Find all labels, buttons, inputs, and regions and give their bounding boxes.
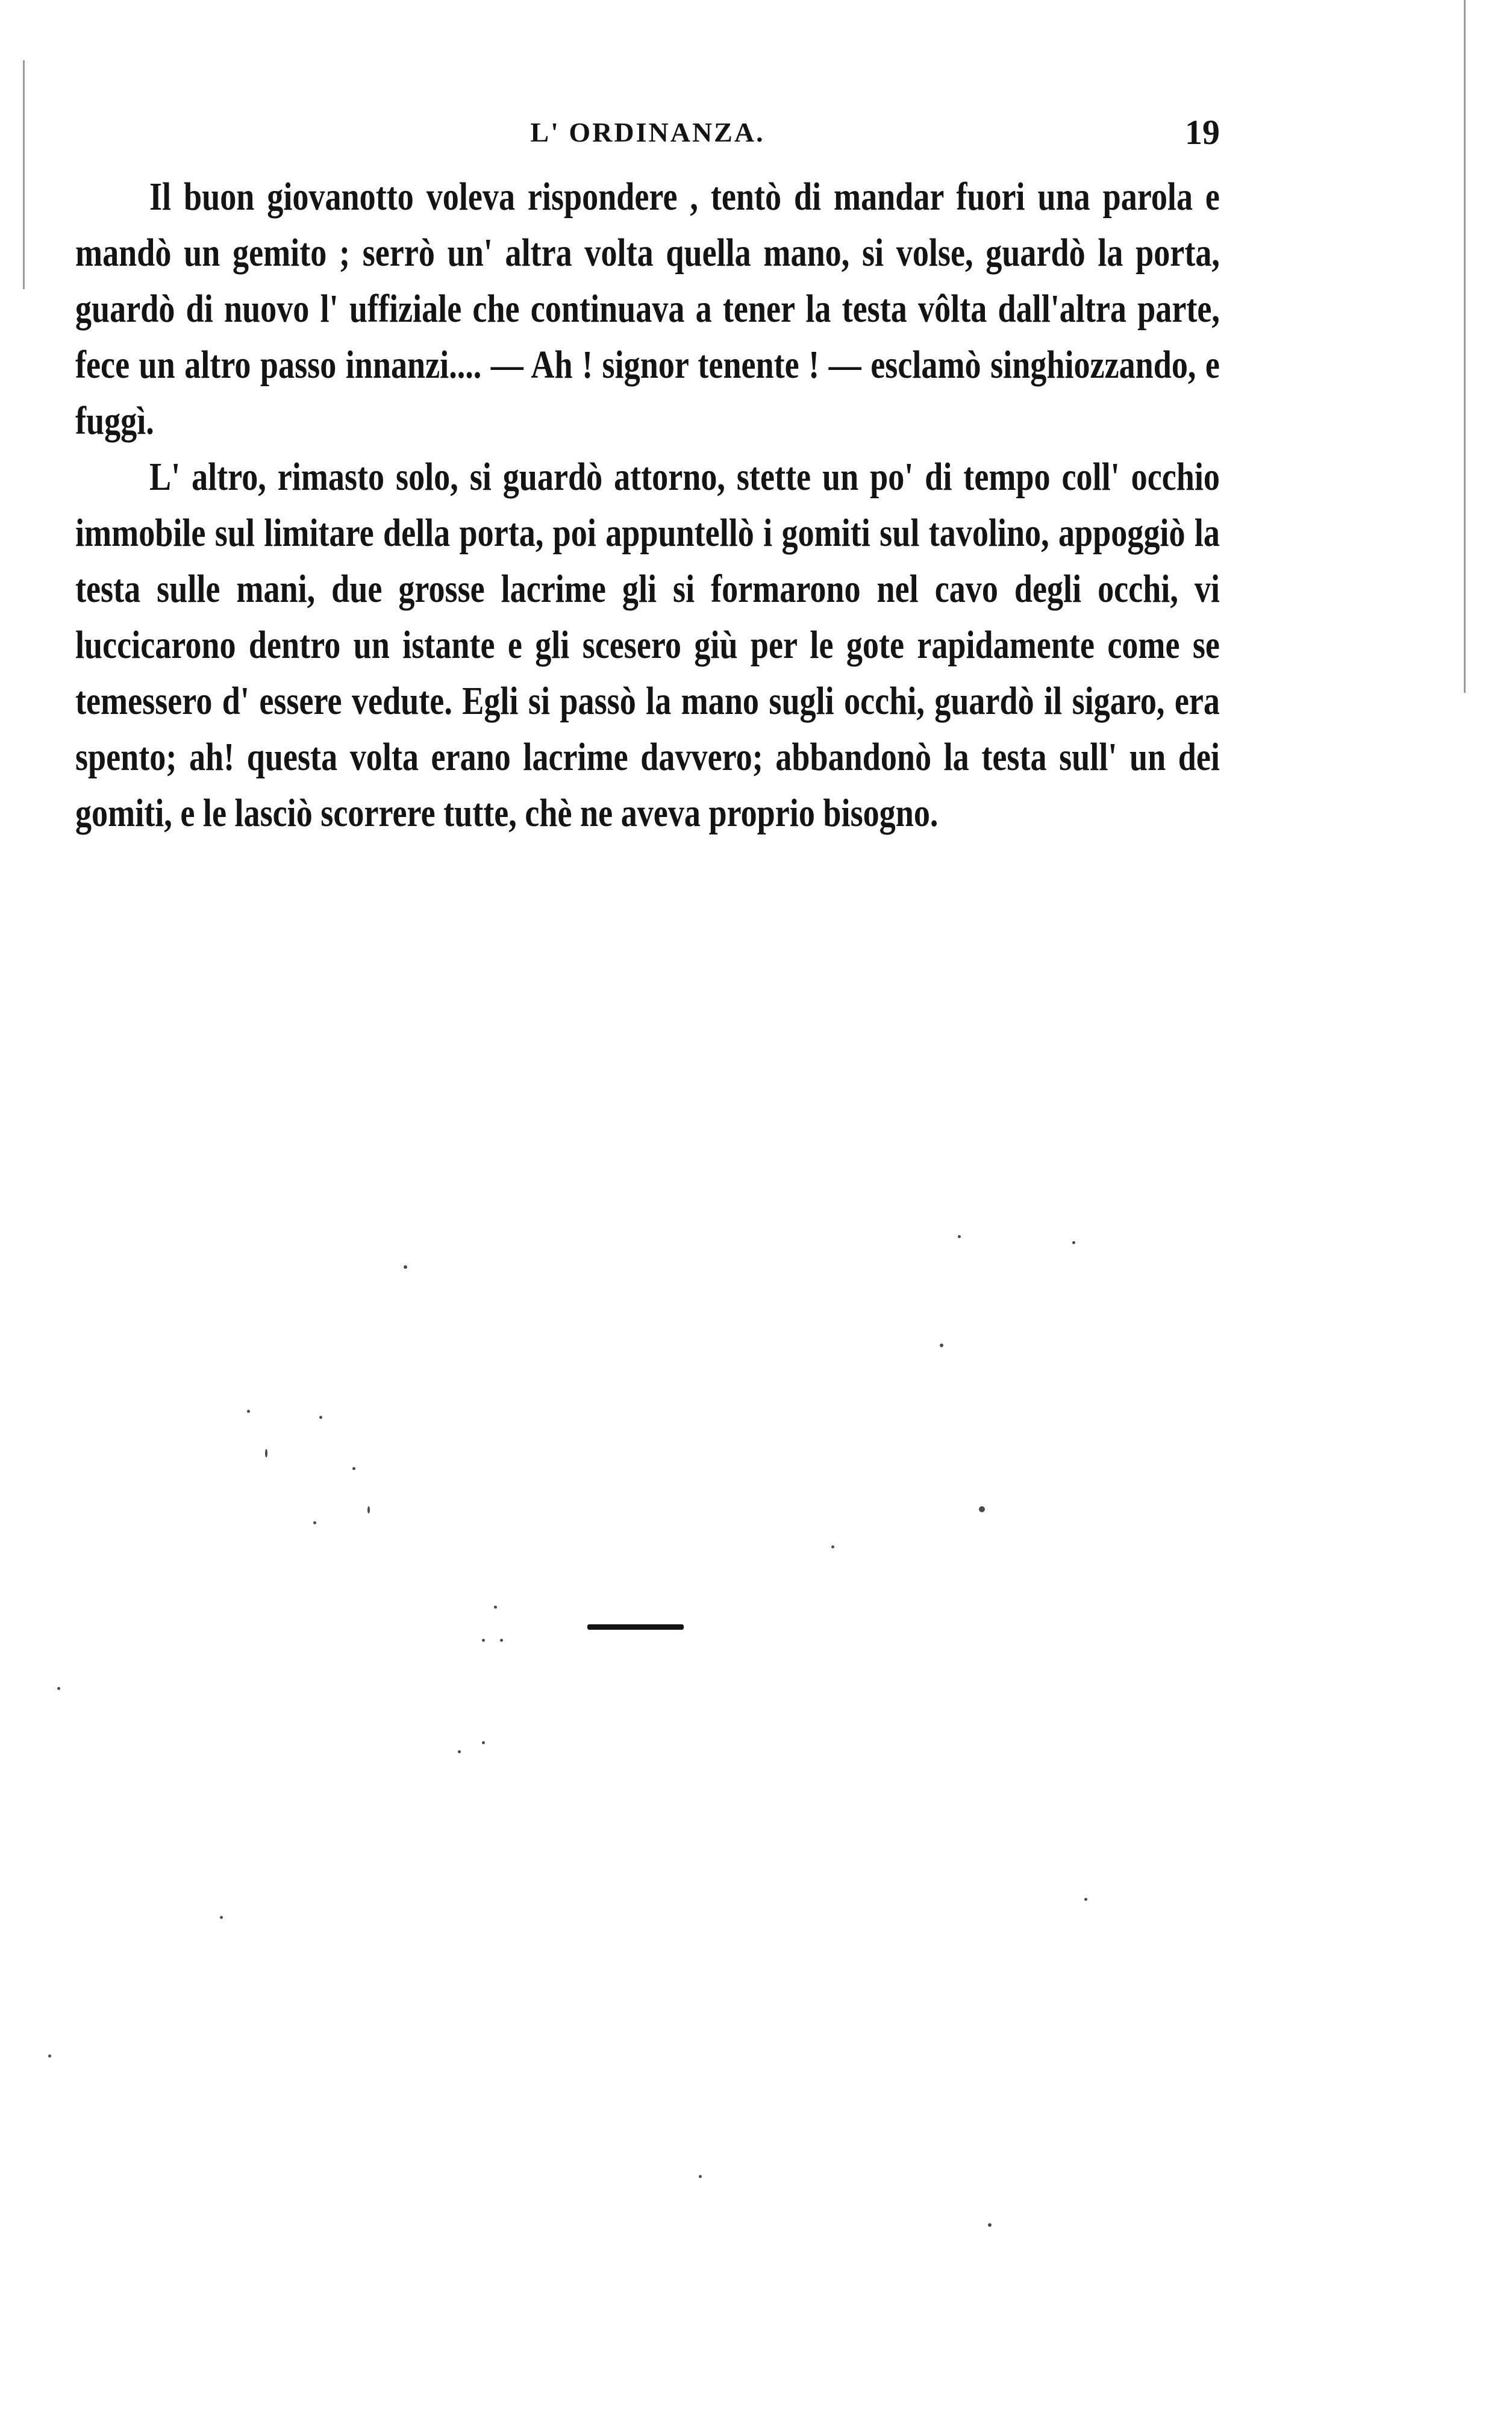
speck (247, 1410, 250, 1413)
body-text (75, 169, 1220, 841)
speck (313, 1521, 316, 1524)
running-title: L' ORDINANZA. (530, 117, 765, 148)
speck (319, 1416, 322, 1419)
speck (265, 1449, 267, 1457)
speck (988, 2223, 992, 2227)
speck (831, 1545, 834, 1548)
speck (352, 1467, 355, 1470)
speck (220, 1916, 223, 1919)
speck (367, 1506, 370, 1513)
speck (979, 1506, 985, 1512)
speck (458, 1750, 461, 1753)
speck (1084, 1898, 1087, 1901)
paragraph-2: L' altro, rimasto solo, si guardò attorno, stette un po' di tempo coll' occhio immobile sul limitare della porta, poi appuntellò i gomiti sul tavolino, appoggiò la testa sulle mani, due grosse lacrime gli si formarono nel cavo degli occhi, vi luccicarono dentro un istante e gli scesero giù per le gote rapidamente come se temessero d' essere vedute. Egli si passò la mano sugli occhi, guardò il sigaro, era spento; ah! questa volta erano lacrime davvero; abbandonò la testa sull' un dei gomiti, e le lasciò scorrere tutte, chè ne aveva proprio bisogno. (75, 455, 1220, 835)
scan-edge-mark-left (23, 60, 25, 289)
speck (404, 1265, 407, 1269)
speck (494, 1606, 497, 1609)
end-rule (587, 1624, 684, 1630)
speck (1072, 1241, 1075, 1244)
speck (48, 2055, 51, 2058)
speck (699, 2175, 702, 2178)
page-header (75, 108, 1220, 157)
paragraph-1: Il buon giovanotto voleva rispondere , tentò di mandar fuori una parola e mandò un gemito ; serrò un' altra volta quella mano, si volse, guardò la porta, guardò di nuovo l' uffiziale che continuava a tener la testa vôlta dall'altra parte, fece un altro passo innanzi.... — Ah ! signor tenente ! — esclamò singhiozzando, e fuggì. (75, 175, 1220, 443)
speck (482, 1741, 485, 1744)
speck (500, 1639, 503, 1642)
page-number: 19 (1185, 113, 1220, 152)
speck (57, 1687, 60, 1690)
speck (958, 1235, 961, 1238)
speck (940, 1344, 943, 1347)
scan-edge-mark-right (1464, 0, 1466, 693)
speck (482, 1639, 485, 1642)
